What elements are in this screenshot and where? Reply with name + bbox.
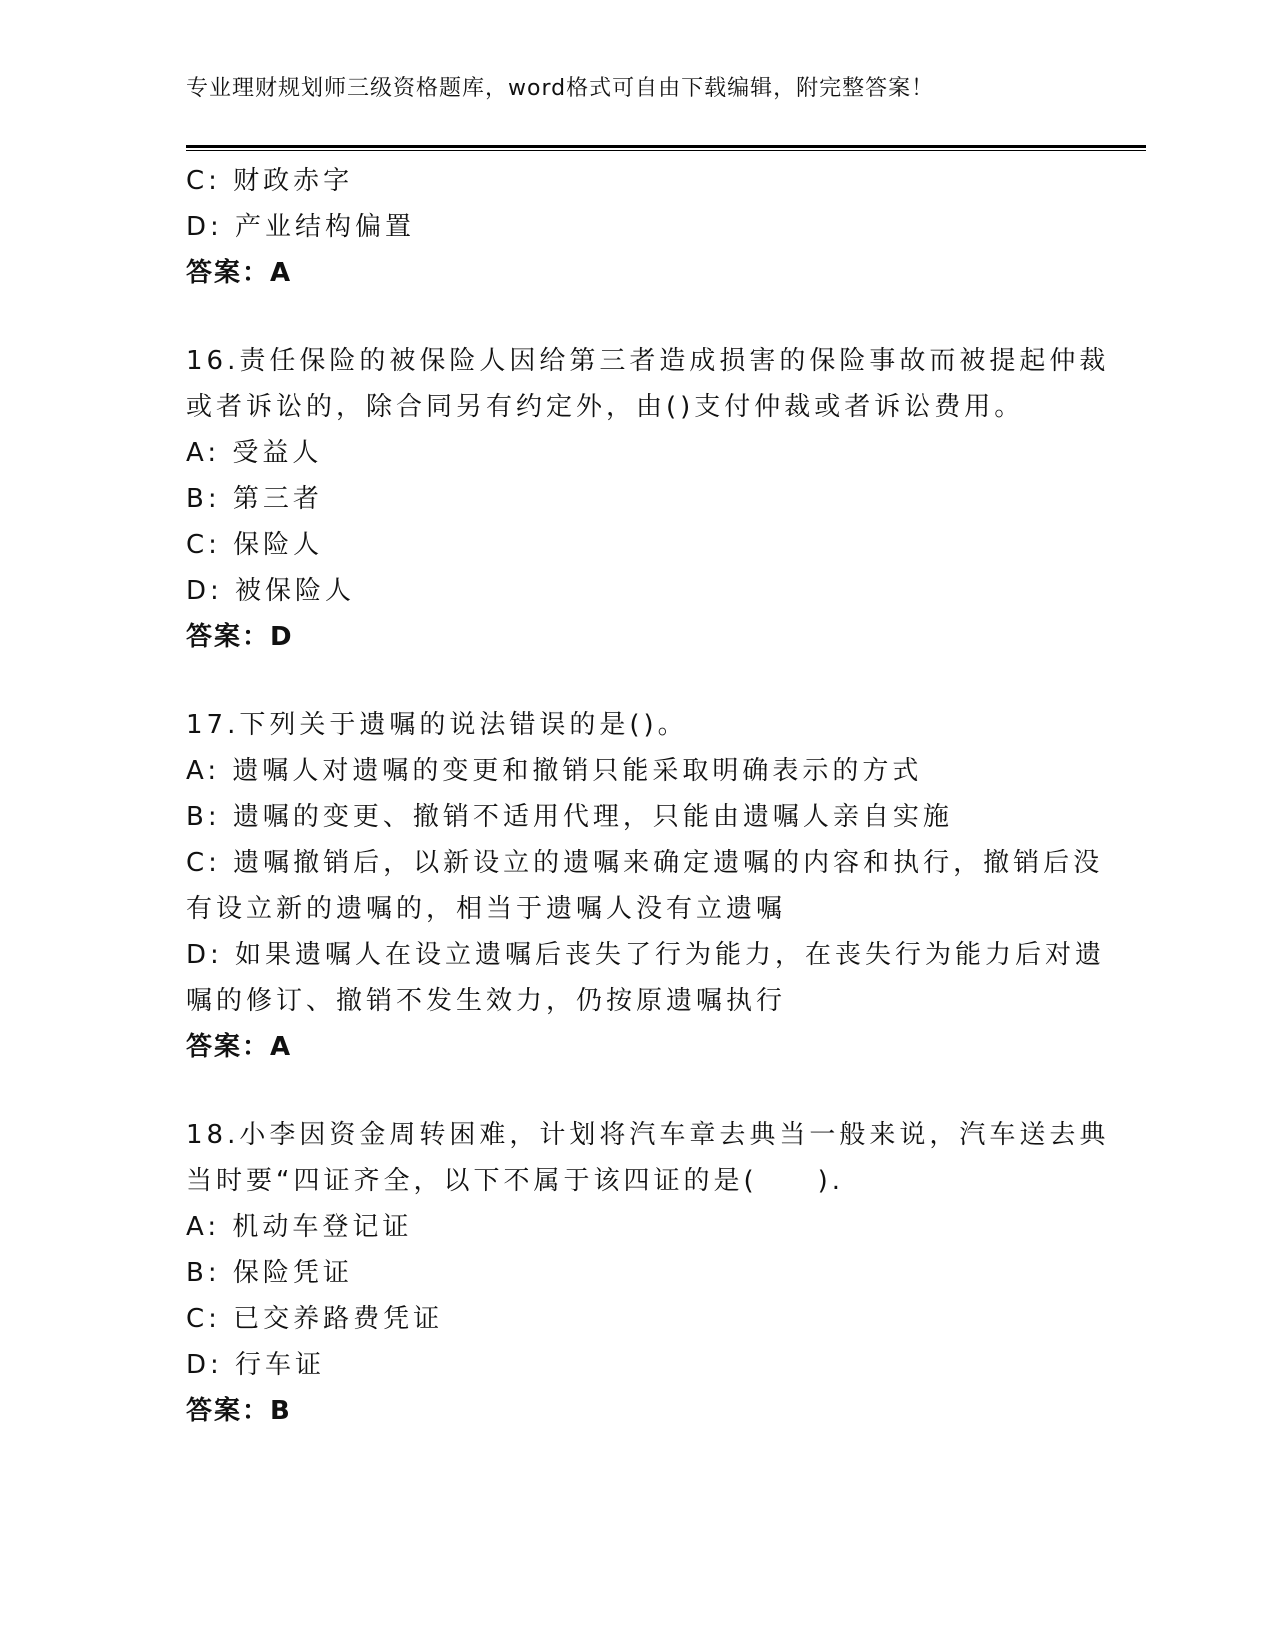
option-b: B: 遗嘱的变更、撤销不适用代理，只能由遗嘱人亲自实施 [186,802,953,832]
question-17 [186,702,1106,1070]
question-stem-line: 16.责任保险的被保险人因给第三者造成损害的保险事故而被提起仲裁 [186,346,1110,376]
option-d-continued: 嘱的修订、撤销不发生效力，仍按原遗嘱执行 [186,986,787,1016]
question-stem-line: 17.下列关于遗嘱的说法错误的是()。 [186,710,688,740]
answer-line: 答案：A [186,1032,293,1062]
option-c-continued: 有设立新的遗嘱的，相当于遗嘱人没有立遗嘱 [186,894,787,924]
option-a: A: 受益人 [186,438,323,468]
option-d: D: 如果遗嘱人在设立遗嘱后丧失了行为能力，在丧失行为能力后对遗 [186,940,1106,970]
option-c: C: 遗嘱撤销后，以新设立的遗嘱来确定遗嘱的内容和执行，撤销后没 [186,848,1104,878]
option-c: C: 财政赤字 [186,166,354,196]
question-stem-line: 18.小李因资金周转困难，计划将汽车章去典当一般来说，汽车送去典 [186,1120,1110,1150]
previous-question-tail [186,158,1086,296]
option-c: C: 已交养路费凭证 [186,1304,444,1334]
option-b: B: 保险凭证 [186,1258,353,1288]
option-a: A: 机动车登记证 [186,1212,413,1242]
option-d: D: 被保险人 [186,576,356,606]
answer-line: 答案：B [186,1396,292,1426]
answer-line: 答案：A [186,258,293,288]
question-16 [186,338,1110,660]
question-content [186,158,1110,1434]
option-d: D: 行车证 [186,1350,326,1380]
option-b: B: 第三者 [186,484,323,514]
page-header: 专业理财规划师三级资格题库，word格式可自由下载编辑，附完整答案！ [186,76,935,101]
option-d: D: 产业结构偏置 [186,212,416,242]
option-a: A: 遗嘱人对遗嘱的变更和撤销只能采取明确表示的方式 [186,756,923,786]
answer-line: 答案：D [186,622,294,652]
option-c: C: 保险人 [186,530,324,560]
question-stem-line: 当时要“四证齐全，以下不属于该四证的是( ). [186,1166,845,1196]
header-rule-thin [186,150,1146,151]
question-18 [186,1112,1110,1434]
header-rule-thick [186,145,1146,148]
question-stem-line: 或者诉讼的，除合同另有约定外，由()支付仲裁或者诉讼费用。 [186,392,1025,422]
